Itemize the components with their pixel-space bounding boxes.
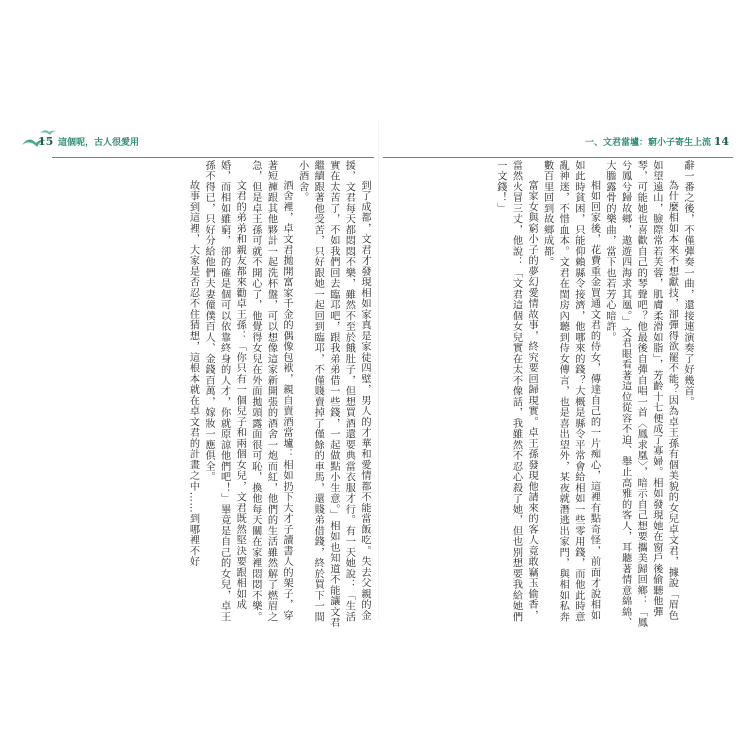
- left-running-title: 這個呢，古人很愛用: [58, 138, 140, 148]
- right-header-rule: [383, 157, 733, 158]
- left-paragraph-1: 到了成都，文君才發現相如家真是家徒四壁，男人的才華和愛情都不能當飯吃。失去父親的金援，文君每天都悶悶不樂，雖然不至於餓肚子，但想買酒還要典當衣服才行。有一天她說：「生活實在太苦了，不如我們回去臨邛吧，跟我弟弟借一些錢，一起做點小生意。」相如也知道不能讓文君繼續跟著他受苦，只好跟她一起回到臨邛，不僅賤賣掉了僅餘的車馬，還賤弟借錢，終於買下一間小酒舍。: [296, 160, 370, 628]
- book-gutter: [378, 120, 379, 620]
- right-paragraph-3: 相如回家後，花費重金買通文君的侍女，傳達自己的一片痴心，這裡有點奇怪，前面才說相如如此時貧困，只能仰賴縣令接濟，他哪來的錢？大概是縣令平常會給相如一些零用錢，而他此時意亂神迷，不惜血本。文君在閨房內聽到侍女傳言，也是喜出望外，某夜就潛逃出家門，與相如私奔數百里回到故鄉成都。: [541, 160, 600, 623]
- left-paragraph-4: 故事到這裡，大家是否忍不住猜想，這根本就在卓文君的計畫之中……到哪裡不好: [187, 180, 199, 568]
- left-paragraph-2: 酒舍裡，卓文君拋開富家千金的偶像包袱，親自賣酒當壚：相如扔下大才子讀書人的架子，穿著短褲跟其他夥計一起洗杯盤，可以想像這家新開張的酒舍一炮而紅，他們的生活雖然解了燃眉之急，但是卓王孫可就不開心了，他覺得女兒在外面拋頭露面很可恥，換他每天關在家裡悶悶不樂。: [249, 160, 293, 623]
- left-page-header: [20, 123, 374, 153]
- left-page: [20, 115, 374, 635]
- right-page: [383, 115, 733, 635]
- right-page-header: [383, 123, 733, 153]
- right-page-number: 14: [713, 135, 729, 148]
- right-paragraph-1: 辭一番之後，不僅彈奏一曲，還接連演奏了好幾首。: [682, 160, 693, 408]
- right-paragraph-4: 富家女與窮小子的夢幻愛情故事，終究要回歸現實。卓王孫發現他請來的客人竟敢竊玉偷香，當然火冒三丈，他說：「文君這個女兒實在太不像話，我雖然不忍心殺了她，但也別想要我給她們一文錢！」: [494, 160, 538, 623]
- right-running-title: 一、文君當壚：窮小子寄生上流: [584, 138, 711, 148]
- right-paragraph-2: 為什麼相如本來不想獻技，卻彈得欲罷不能？因為卓王孫有個美貌的女兒卓文君，據說「眉色如望遠山，臉際常若芙蓉，肌膚柔滑如脂」，芳齡十七便成了寡婦。相如發現她在窗戶後偷聽他彈琴，可能她也喜歡自己的琴聲吧？他最後自彈自唱一首〈鳳求凰〉，暗示自己想要攜美歸回鄉：「鳳兮鳳兮歸故鄉，遨遊四海求其凰。」文君眼看著這位從容不迫、舉止高雅的客人，耳聽著情意綿綿、大膽露骨的樂曲，當下也若芳心暗許。: [604, 160, 678, 628]
- left-paragraph-3: 文君的弟弟和親友都來勸卓王孫：「你只有一個兒子和兩個女兒，文君既然堅決要跟相如成婚，而相如雖窮，卻的確是個可以依靠終身的人才，你就原諒他們吧！」畢竟是自己的女兒，卓王孫不得已，只好分給他們夫妻僮僕百人、金錢百萬，嫁妝一應俱全。: [203, 160, 246, 623]
- left-header-rule: [52, 157, 374, 158]
- left-body-text: [60, 160, 372, 630]
- right-body-text: [395, 160, 695, 630]
- left-page-number: 15: [38, 135, 54, 148]
